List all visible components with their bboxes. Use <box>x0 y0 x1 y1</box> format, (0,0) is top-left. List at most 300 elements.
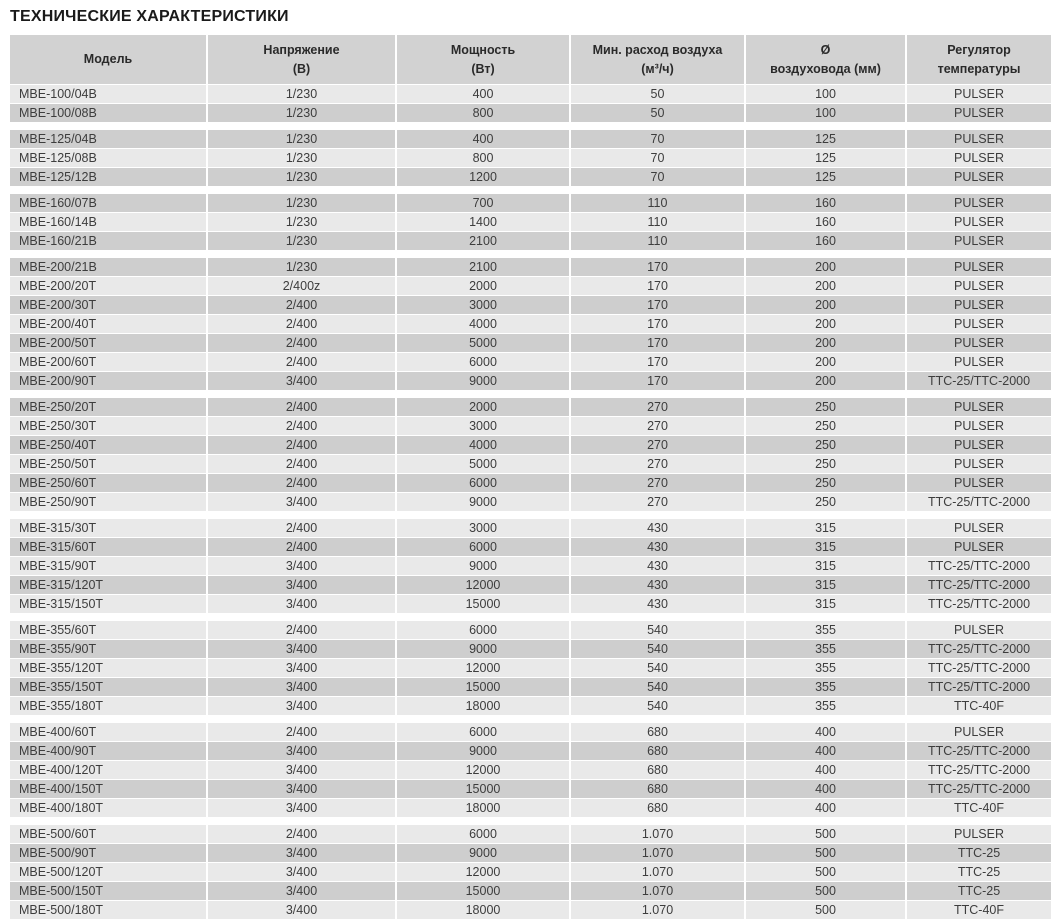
table-cell: 430 <box>571 576 746 594</box>
table-cell: 18000 <box>397 697 571 715</box>
spec-table <box>10 35 1051 920</box>
table-cell: 2/400 <box>208 296 397 314</box>
table-cell: PULSER <box>907 621 1051 639</box>
model-cell: MBE-100/08B <box>10 104 208 122</box>
table-cell: 3/400 <box>208 576 397 594</box>
table-row <box>10 901 1051 920</box>
table-cell: PULSER <box>907 334 1051 352</box>
model-cell: MBE-315/60T <box>10 538 208 556</box>
group-separator <box>10 123 1051 130</box>
table-cell: 680 <box>571 761 746 779</box>
table-cell: 2/400 <box>208 417 397 435</box>
table-cell: 680 <box>571 742 746 760</box>
table-cell: 1200 <box>397 168 571 186</box>
table-cell: 2/400 <box>208 315 397 333</box>
column-header-label: Регулятор <box>947 42 1011 57</box>
column-header-voltage <box>208 35 397 84</box>
table-cell: 3/400 <box>208 882 397 900</box>
table-cell: 430 <box>571 519 746 537</box>
table-cell: 1/230 <box>208 258 397 276</box>
table-cell: 200 <box>746 334 907 352</box>
table-cell: 430 <box>571 538 746 556</box>
table-cell: 170 <box>571 277 746 295</box>
table-cell: 170 <box>571 353 746 371</box>
table-cell: 9000 <box>397 742 571 760</box>
table-cell: TTC-40F <box>907 799 1051 817</box>
column-header-unit: (м³/ч) <box>641 61 674 76</box>
table-cell: 3/400 <box>208 780 397 798</box>
table-cell: 1.070 <box>571 863 746 881</box>
model-cell: MBE-400/180T <box>10 799 208 817</box>
table-cell: 355 <box>746 659 907 677</box>
model-cell: MBE-200/30T <box>10 296 208 314</box>
table-row <box>10 277 1051 296</box>
table-cell: PULSER <box>907 538 1051 556</box>
table-cell: 2/400 <box>208 519 397 537</box>
table-row <box>10 372 1051 391</box>
table-cell: PULSER <box>907 474 1051 492</box>
model-cell: MBE-250/20T <box>10 398 208 416</box>
table-cell: 315 <box>746 557 907 575</box>
table-cell: 1/230 <box>208 149 397 167</box>
table-row <box>10 232 1051 251</box>
table-cell: 2/400z <box>208 277 397 295</box>
table-row <box>10 538 1051 557</box>
column-header-unit: температуры <box>937 61 1021 76</box>
model-cell: MBE-400/120T <box>10 761 208 779</box>
table-cell: PULSER <box>907 232 1051 250</box>
group-separator <box>10 818 1051 825</box>
table-cell: 3/400 <box>208 799 397 817</box>
table-cell: 540 <box>571 621 746 639</box>
table-row <box>10 882 1051 901</box>
table-cell: 1.070 <box>571 844 746 862</box>
table-cell: TTC-25/TTC-2000 <box>907 595 1051 613</box>
model-cell: MBE-100/04B <box>10 85 208 103</box>
table-cell: PULSER <box>907 213 1051 231</box>
model-cell: MBE-315/30T <box>10 519 208 537</box>
model-cell: MBE-400/150T <box>10 780 208 798</box>
table-cell: 200 <box>746 353 907 371</box>
group-separator <box>10 614 1051 621</box>
column-header-duct-diameter <box>746 35 907 84</box>
table-cell: 680 <box>571 780 746 798</box>
table-cell: 3000 <box>397 519 571 537</box>
table-cell: 355 <box>746 640 907 658</box>
table-cell: 3000 <box>397 417 571 435</box>
table-cell: 6000 <box>397 825 571 843</box>
table-cell: 2/400 <box>208 455 397 473</box>
table-row <box>10 194 1051 213</box>
table-cell: 400 <box>397 130 571 148</box>
table-cell: PULSER <box>907 85 1051 103</box>
spec-table-body <box>10 85 1051 920</box>
table-cell: 540 <box>571 678 746 696</box>
table-cell: 315 <box>746 576 907 594</box>
table-row <box>10 85 1051 104</box>
table-cell: 4000 <box>397 436 571 454</box>
table-cell: 400 <box>746 761 907 779</box>
table-cell: 270 <box>571 436 746 454</box>
table-row <box>10 678 1051 697</box>
column-header-label: Мин. расход воздуха <box>592 42 723 57</box>
table-cell: 5000 <box>397 334 571 352</box>
model-cell: MBE-200/20T <box>10 277 208 295</box>
table-row <box>10 576 1051 595</box>
table-cell: 70 <box>571 130 746 148</box>
table-row <box>10 213 1051 232</box>
table-cell: 12000 <box>397 576 571 594</box>
table-cell: 250 <box>746 398 907 416</box>
table-cell: 270 <box>571 474 746 492</box>
table-cell: 1/230 <box>208 213 397 231</box>
table-cell: 355 <box>746 678 907 696</box>
table-cell: 1/230 <box>208 104 397 122</box>
table-cell: TTC-25 <box>907 882 1051 900</box>
table-cell: PULSER <box>907 723 1051 741</box>
table-cell: 3/400 <box>208 595 397 613</box>
model-cell: MBE-200/50T <box>10 334 208 352</box>
table-cell: 2/400 <box>208 538 397 556</box>
model-cell: MBE-355/90T <box>10 640 208 658</box>
model-cell: MBE-400/60T <box>10 723 208 741</box>
table-cell: PULSER <box>907 194 1051 212</box>
table-cell: 200 <box>746 296 907 314</box>
group-separator <box>10 187 1051 194</box>
table-cell: 355 <box>746 621 907 639</box>
table-row <box>10 595 1051 614</box>
table-cell: PULSER <box>907 417 1051 435</box>
table-row <box>10 697 1051 716</box>
table-cell: 2/400 <box>208 353 397 371</box>
table-cell: PULSER <box>907 296 1051 314</box>
table-cell: TTC-25/TTC-2000 <box>907 640 1051 658</box>
table-cell: 125 <box>746 130 907 148</box>
table-cell: 270 <box>571 493 746 511</box>
table-row <box>10 621 1051 640</box>
table-cell: 50 <box>571 104 746 122</box>
table-cell: 270 <box>571 455 746 473</box>
group-separator <box>10 512 1051 519</box>
table-row <box>10 780 1051 799</box>
table-row <box>10 557 1051 576</box>
table-row <box>10 168 1051 187</box>
table-cell: TTC-25 <box>907 844 1051 862</box>
table-cell: 100 <box>746 104 907 122</box>
table-cell: 15000 <box>397 780 571 798</box>
table-row <box>10 315 1051 334</box>
column-header-power <box>397 35 571 84</box>
table-cell: PULSER <box>907 130 1051 148</box>
table-header <box>10 35 1051 84</box>
table-cell: 400 <box>746 742 907 760</box>
table-row <box>10 436 1051 455</box>
table-cell: 9000 <box>397 372 571 390</box>
table-cell: 2000 <box>397 398 571 416</box>
table-cell: 400 <box>397 85 571 103</box>
table-cell: 3/400 <box>208 557 397 575</box>
table-row <box>10 130 1051 149</box>
table-cell: 2/400 <box>208 474 397 492</box>
group-separator <box>10 391 1051 398</box>
model-cell: MBE-500/150T <box>10 882 208 900</box>
table-cell: 3/400 <box>208 761 397 779</box>
table-cell: 500 <box>746 882 907 900</box>
table-cell: 70 <box>571 168 746 186</box>
table-cell: 110 <box>571 194 746 212</box>
table-cell: TTC-25/TTC-2000 <box>907 678 1051 696</box>
model-cell: MBE-500/60T <box>10 825 208 843</box>
model-cell: MBE-500/180T <box>10 901 208 919</box>
model-cell: MBE-200/90T <box>10 372 208 390</box>
group-separator <box>10 716 1051 723</box>
table-cell: 540 <box>571 640 746 658</box>
table-row <box>10 493 1051 512</box>
table-cell: 6000 <box>397 621 571 639</box>
table-cell: 2/400 <box>208 621 397 639</box>
table-cell: PULSER <box>907 168 1051 186</box>
table-cell: 3/400 <box>208 901 397 919</box>
table-cell: 315 <box>746 595 907 613</box>
table-cell: TTC-25/TTC-2000 <box>907 557 1051 575</box>
table-cell: 1/230 <box>208 130 397 148</box>
column-header-model <box>10 35 208 84</box>
table-cell: 315 <box>746 519 907 537</box>
table-cell: 3/400 <box>208 697 397 715</box>
model-cell: MBE-250/30T <box>10 417 208 435</box>
column-header-regulator <box>907 35 1051 84</box>
table-row <box>10 353 1051 372</box>
table-cell: PULSER <box>907 825 1051 843</box>
table-cell: 540 <box>571 659 746 677</box>
table-cell: 315 <box>746 538 907 556</box>
table-cell: 170 <box>571 334 746 352</box>
table-cell: PULSER <box>907 149 1051 167</box>
table-cell: 355 <box>746 697 907 715</box>
model-cell: MBE-125/04B <box>10 130 208 148</box>
table-cell: 3/400 <box>208 640 397 658</box>
table-cell: 1/230 <box>208 85 397 103</box>
table-cell: 2/400 <box>208 398 397 416</box>
column-header-label: Ø <box>820 42 831 57</box>
table-cell: 250 <box>746 436 907 454</box>
table-row <box>10 825 1051 844</box>
table-cell: 3/400 <box>208 678 397 696</box>
table-cell: PULSER <box>907 398 1051 416</box>
table-cell: 500 <box>746 825 907 843</box>
table-cell: 1/230 <box>208 232 397 250</box>
model-cell: MBE-250/60T <box>10 474 208 492</box>
table-cell: 3000 <box>397 296 571 314</box>
table-cell: 430 <box>571 557 746 575</box>
table-cell: 9000 <box>397 493 571 511</box>
table-cell: 3/400 <box>208 844 397 862</box>
table-cell: 160 <box>746 213 907 231</box>
table-cell: 3/400 <box>208 742 397 760</box>
table-cell: 500 <box>746 863 907 881</box>
table-cell: 200 <box>746 372 907 390</box>
model-cell: MBE-200/60T <box>10 353 208 371</box>
table-cell: PULSER <box>907 455 1051 473</box>
table-cell: 6000 <box>397 723 571 741</box>
table-cell: 500 <box>746 844 907 862</box>
table-cell: 700 <box>397 194 571 212</box>
table-cell: 12000 <box>397 761 571 779</box>
table-cell: 12000 <box>397 659 571 677</box>
table-cell: 160 <box>746 194 907 212</box>
column-header-label: Модель <box>83 52 133 66</box>
table-cell: 3/400 <box>208 372 397 390</box>
table-cell: TTC-25/TTC-2000 <box>907 659 1051 677</box>
table-row <box>10 761 1051 780</box>
table-cell: 18000 <box>397 901 571 919</box>
table-cell: 125 <box>746 149 907 167</box>
table-cell: 430 <box>571 595 746 613</box>
column-header-unit: воздуховода (мм) <box>770 61 881 76</box>
table-cell: 2100 <box>397 258 571 276</box>
model-cell: MBE-250/50T <box>10 455 208 473</box>
table-cell: TTC-25/TTC-2000 <box>907 761 1051 779</box>
table-cell: 50 <box>571 85 746 103</box>
table-cell: 400 <box>746 780 907 798</box>
table-cell: 15000 <box>397 595 571 613</box>
table-cell: 270 <box>571 417 746 435</box>
table-cell: 2100 <box>397 232 571 250</box>
model-cell: MBE-160/07B <box>10 194 208 212</box>
table-cell: PULSER <box>907 315 1051 333</box>
table-cell: 170 <box>571 315 746 333</box>
table-cell: 3/400 <box>208 493 397 511</box>
table-cell: 680 <box>571 799 746 817</box>
model-cell: MBE-160/14B <box>10 213 208 231</box>
table-row <box>10 640 1051 659</box>
table-cell: 110 <box>571 213 746 231</box>
model-cell: MBE-125/08B <box>10 149 208 167</box>
table-cell: 200 <box>746 315 907 333</box>
model-cell: MBE-355/60T <box>10 621 208 639</box>
table-cell: 100 <box>746 85 907 103</box>
model-cell: MBE-160/21B <box>10 232 208 250</box>
table-cell: 2/400 <box>208 825 397 843</box>
table-row <box>10 659 1051 678</box>
table-cell: 800 <box>397 104 571 122</box>
table-cell: 2/400 <box>208 723 397 741</box>
table-cell: 125 <box>746 168 907 186</box>
table-row <box>10 723 1051 742</box>
table-cell: 170 <box>571 258 746 276</box>
page-title: ТЕХНИЧЕСКИЕ ХАРАКТЕРИСТИКИ <box>10 8 289 25</box>
table-cell: TTC-25/TTC-2000 <box>907 576 1051 594</box>
model-cell: MBE-125/12B <box>10 168 208 186</box>
table-cell: PULSER <box>907 104 1051 122</box>
table-row <box>10 742 1051 761</box>
model-cell: MBE-500/120T <box>10 863 208 881</box>
table-cell: 250 <box>746 474 907 492</box>
table-cell: 18000 <box>397 799 571 817</box>
column-header-unit: (Вт) <box>471 61 495 76</box>
table-cell: 1.070 <box>571 882 746 900</box>
table-row <box>10 474 1051 493</box>
table-cell: TTC-25/TTC-2000 <box>907 780 1051 798</box>
table-cell: TTC-25 <box>907 863 1051 881</box>
table-cell: 200 <box>746 258 907 276</box>
table-cell: 12000 <box>397 863 571 881</box>
table-cell: 3/400 <box>208 863 397 881</box>
table-cell: 2/400 <box>208 334 397 352</box>
table-row <box>10 149 1051 168</box>
table-cell: 15000 <box>397 678 571 696</box>
table-cell: TTC-25/TTC-2000 <box>907 742 1051 760</box>
table-cell: 250 <box>746 417 907 435</box>
table-cell: 1/230 <box>208 168 397 186</box>
model-cell: MBE-200/21B <box>10 258 208 276</box>
table-cell: 400 <box>746 799 907 817</box>
column-header-unit: (В) <box>292 61 311 76</box>
table-cell: 170 <box>571 296 746 314</box>
table-row <box>10 398 1051 417</box>
table-cell: 3/400 <box>208 659 397 677</box>
table-cell: 2000 <box>397 277 571 295</box>
table-cell: 1/230 <box>208 194 397 212</box>
table-row <box>10 296 1051 315</box>
model-cell: MBE-355/120T <box>10 659 208 677</box>
table-cell: 15000 <box>397 882 571 900</box>
table-cell: 250 <box>746 455 907 473</box>
table-cell: PULSER <box>907 277 1051 295</box>
table-row <box>10 334 1051 353</box>
table-cell: PULSER <box>907 258 1051 276</box>
table-cell: TTC-40F <box>907 697 1051 715</box>
table-cell: 9000 <box>397 557 571 575</box>
table-cell: 9000 <box>397 844 571 862</box>
table-cell: 160 <box>746 232 907 250</box>
column-header-label: Мощность <box>450 42 516 57</box>
table-cell: 270 <box>571 398 746 416</box>
model-cell: MBE-315/150T <box>10 595 208 613</box>
table-cell: 1.070 <box>571 901 746 919</box>
model-cell: MBE-250/90T <box>10 493 208 511</box>
table-cell: 6000 <box>397 538 571 556</box>
model-cell: MBE-355/150T <box>10 678 208 696</box>
table-row <box>10 799 1051 818</box>
table-cell: 70 <box>571 149 746 167</box>
table-row <box>10 519 1051 538</box>
table-cell: PULSER <box>907 436 1051 454</box>
column-header-airflow <box>571 35 746 84</box>
table-cell: 250 <box>746 493 907 511</box>
table-cell: 200 <box>746 277 907 295</box>
model-cell: MBE-315/90T <box>10 557 208 575</box>
model-cell: MBE-355/180T <box>10 697 208 715</box>
table-cell: 6000 <box>397 353 571 371</box>
table-cell: 400 <box>746 723 907 741</box>
table-cell: TTC-25/TTC-2000 <box>907 493 1051 511</box>
model-cell: MBE-200/40T <box>10 315 208 333</box>
table-cell: 1.070 <box>571 825 746 843</box>
table-cell: 800 <box>397 149 571 167</box>
model-cell: MBE-250/40T <box>10 436 208 454</box>
table-cell: 680 <box>571 723 746 741</box>
model-cell: MBE-315/120T <box>10 576 208 594</box>
table-cell: 110 <box>571 232 746 250</box>
table-cell: TTC-25/TTC-2000 <box>907 372 1051 390</box>
table-row <box>10 863 1051 882</box>
table-cell: 4000 <box>397 315 571 333</box>
table-cell: TTC-40F <box>907 901 1051 919</box>
table-row <box>10 417 1051 436</box>
model-cell: MBE-500/90T <box>10 844 208 862</box>
table-row <box>10 258 1051 277</box>
